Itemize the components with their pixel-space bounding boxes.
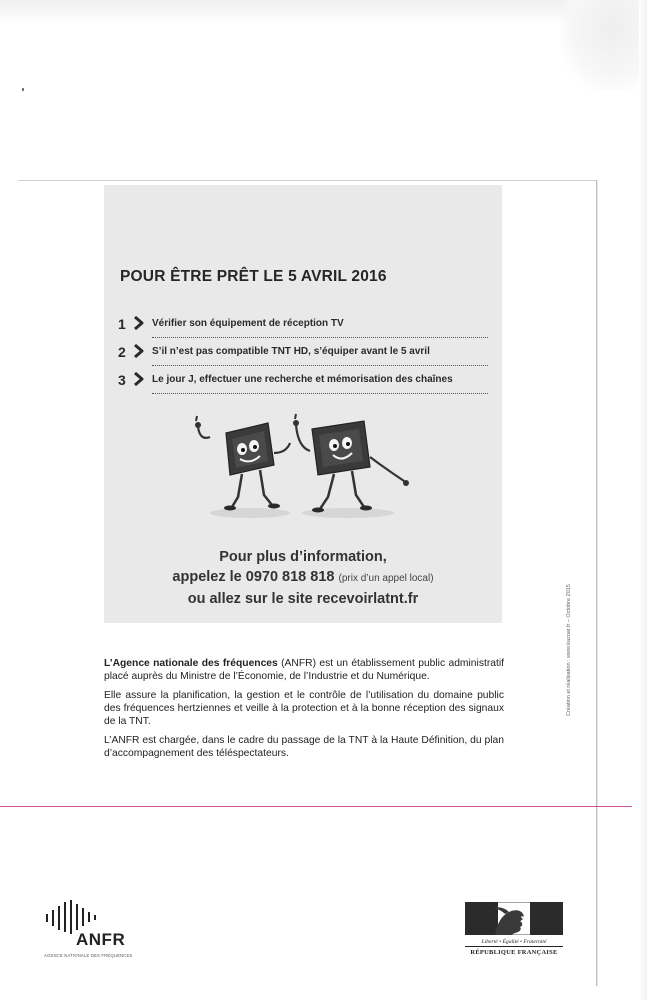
left-tv-mascot [195,416,290,511]
steps-list [118,313,488,397]
anfr-logo [44,900,144,962]
contact-phone-prefix: appelez le [172,569,242,585]
contact-block [104,547,502,609]
dotted-divider [152,365,488,366]
contact-website-prefix: ou allez sur le site [187,591,313,607]
chevron-right-icon [132,371,146,387]
scan-smudge [560,0,647,90]
paragraph-agency-status [104,657,504,683]
phone-number: 0970 818 818 [245,569,335,585]
scan-shadow-top [0,0,647,24]
marianne-icon [465,902,563,935]
scan-shadow-right [639,0,647,1000]
vertical-credit: Création et réalisation : www.kazoar.fr – Octobre 2015 [566,584,572,716]
separator-line [0,806,632,807]
phone-note: (prix d’un appel local) [338,573,434,584]
info-title: POUR ÊTRE PRÊT LE 5 AVRIL 2016 [120,268,387,285]
agency-name: L’Agence nationale des fréquences [104,658,278,669]
tv-mascots-illustration [188,413,424,523]
paragraph-agency-mission: Elle assure la planification, la gestion et le contrôle de l’utilisation du domaine public des fréquences hertziennes et veille à la protection et à la bonne réception des signaux de la TNT. [104,690,504,727]
info-box [104,185,502,623]
anfr-tagline: AGENCE NATIONALE DES FRÉQUENCES [44,953,133,958]
step-item [118,341,488,369]
agency-description [104,657,504,766]
chevron-right-icon [132,343,146,359]
dotted-divider [152,337,488,338]
contact-phone-line [104,567,502,589]
anfr-wordmark: ANFR [76,930,126,949]
contact-website-line [104,589,502,609]
step-item [118,369,488,397]
step-item [118,313,488,341]
step-text: Vérifier son équipement de réception TV [152,318,344,329]
step-text: Le jour J, effectuer une recherche et mémorisation des chaînes [152,374,453,385]
republique-francaise-logo [465,902,563,966]
step-number: 2 [118,344,126,360]
step-text: S’il n’est pas compatible TNT HD, s’équiper avant le 5 avril [152,346,430,357]
step-number: 1 [118,316,126,332]
rf-name: RÉPUBLIQUE FRANÇAISE [470,949,558,956]
website-link[interactable]: recevoirlatnt.fr [316,591,419,607]
contact-intro: Pour plus d’information, [219,549,387,565]
paragraph-agency-role: L’ANFR est chargée, dans le cadre du passage de la TNT à la Haute Définition, du plan d’accompagnement des téléspectateurs. [104,735,504,759]
dotted-divider [152,393,488,394]
signal-bars-icon [44,900,104,934]
step-number: 3 [118,372,126,388]
chevron-right-icon [132,315,146,331]
right-tv-mascot [293,414,409,513]
paragraph-text: (ANFR) est un établissement public administratif placé auprès du Ministre de l’Économie, de l’Industrie et du Numérique. [104,658,504,682]
rf-motto: Liberté • Égalité • Fraternité [465,939,563,947]
scan-speck [22,88,24,91]
